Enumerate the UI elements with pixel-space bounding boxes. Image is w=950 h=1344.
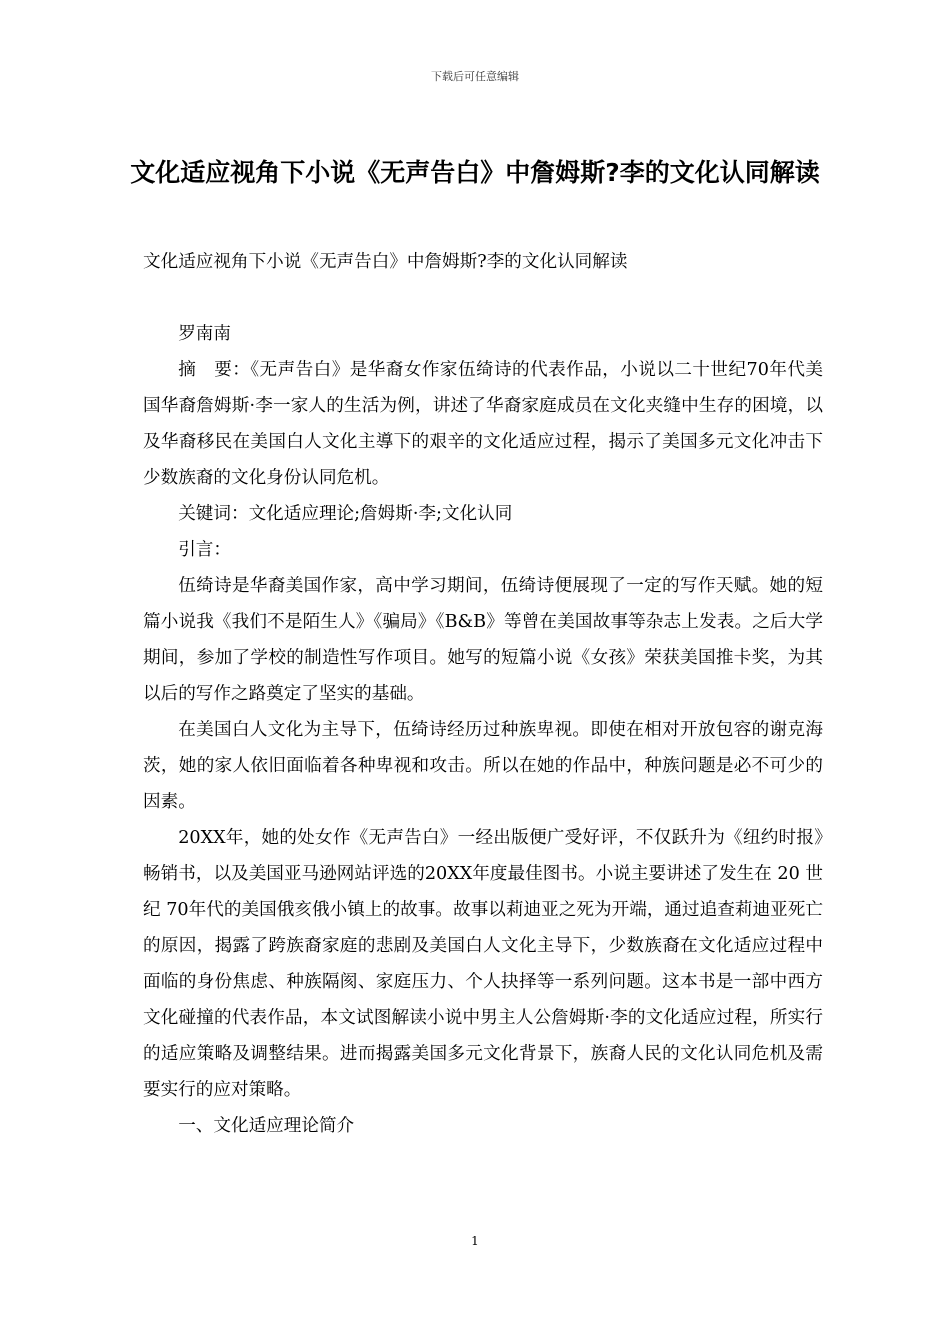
header-note: 下载后可任意编辑 — [431, 70, 519, 83]
paragraph: 20XX年，她的处女作《无声告白》一经出版便广受好评，不仅跃升为《纽约时报》畅销书，以及美国亚马逊网站评选的20XX年度最佳图书。小说主要讲述了发生在 20 世纪 70年代的美国俄亥俄小镇上的故事。故事以莉迪亚之死为开端，通过追查莉迪亚死亡的原因，揭露了跨族裔家庭的悲剧及美国白人文化主导下，少数族裔在文化适应过程中面临的身份焦虑、种族隔阂、家庭压力、个人抉择等一系列问题。这本书是一部中西方文化碰撞的代表作品，本文试图解读小说中男主人公詹姆斯·李的文化适应过程，所实行的适应策略及调整结果。进而揭露美国多元文化背景下，族裔人民的文化认同危机及需要实行的应对策略。 — [143, 828, 823, 1100]
section-heading: 一、文化适应理论简介 — [178, 1116, 355, 1136]
intro-heading: 引言： — [178, 540, 231, 560]
document-body — [143, 244, 823, 1144]
keywords: 关键词：文化适应理论;詹姆斯·李;文化认同 — [178, 504, 513, 524]
author: 罗南南 — [178, 324, 231, 344]
page-number: 1 — [471, 1234, 479, 1248]
paragraph: 伍绮诗是华裔美国作家，高中学习期间，伍绮诗便展现了一定的写作天赋。她的短篇小说我《我们不是陌生人》《骗局》《B&B》等曾在美国故事等杂志上发表。之后大学期间，参加了学校的制造性写作项目。她写的短篇小说《女孩》荣获美国推卡奖，为其以后的写作之路奠定了坚实的基础。 — [143, 576, 823, 704]
abstract: 摘 要：《无声告白》是华裔女作家伍绮诗的代表作品，小说以二十世纪70年代美国华裔詹姆斯·李一家人的生活为例，讲述了华裔家庭成员在文化夹缝中生存的困境，以及华裔移民在美国白人文化主導下的艰辛的文化适应过程，揭示了美国多元文化冲击下少数族裔的文化身份认同危机。 — [143, 360, 823, 488]
paragraph: 在美国白人文化为主导下，伍绮诗经历过种族卑视。即使在相对开放包容的谢克海茨，她的家人依旧面临着各种卑视和攻击。所以在她的作品中，种族问题是必不可少的因素。 — [143, 720, 823, 812]
document-title: 文化适应视角下小说《无声告白》中詹姆斯?李的文化认同解读 — [130, 158, 820, 187]
subtitle: 文化适应视角下小说《无声告白》中詹姆斯?李的文化认同解读 — [143, 252, 628, 272]
